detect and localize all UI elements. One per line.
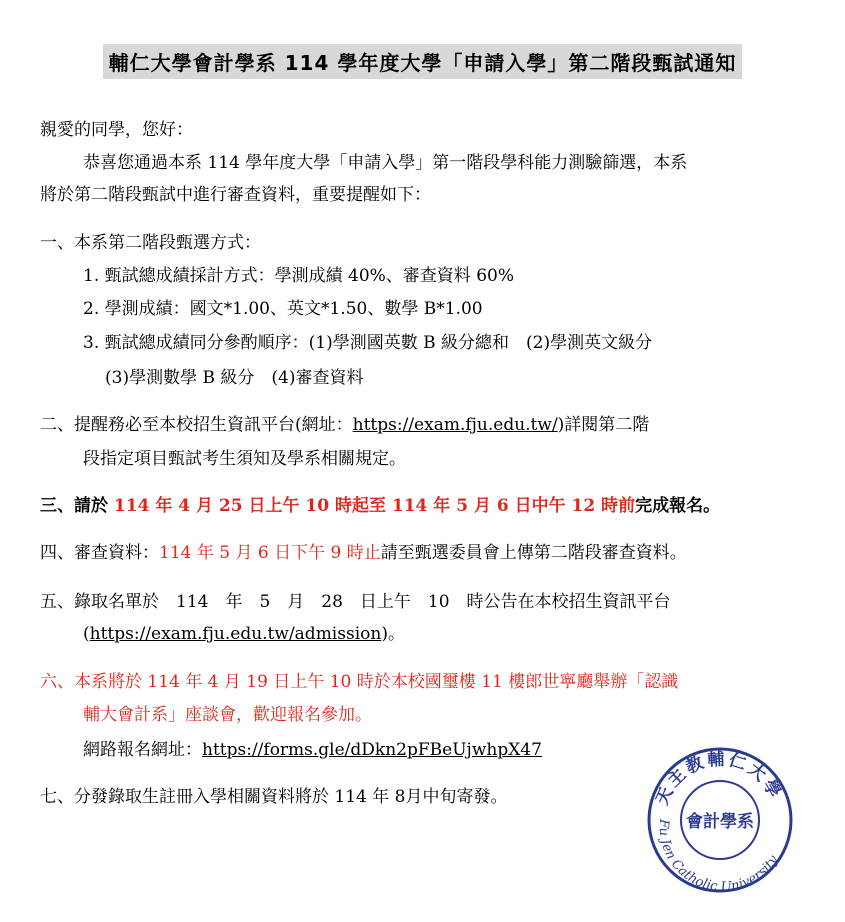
intro-line-2: 將於第二階段甄試中進行審查資料，重要提醒如下：: [40, 185, 431, 205]
section-5-open-paren: (: [83, 624, 90, 644]
signup-label: 網路報名網址：: [83, 740, 202, 760]
title-container: [0, 44, 845, 79]
seal-bottom-text: Fu Jen Catholic University: [655, 818, 782, 895]
section-4-deadline: 114 年 5 月 6 日下午 9 時止: [159, 543, 381, 563]
section-4-suffix: 請至甄選委員會上傳第二階段審查資料。: [380, 543, 687, 563]
intro-line-1: 恭喜您通過本系 114 學年度大學「申請入學」第一階段學科能力測驗篩選，本系: [83, 153, 688, 173]
section-3: [40, 494, 720, 518]
section-1-item-3-line-2: (3)學測數學 B 級分 (4)審查資料: [105, 368, 364, 388]
section-5-line-1: 五、錄取名單於 114 年 5 月 28 日上午 10 時公告在本校招生資訊平台: [40, 592, 671, 612]
section-5-line-2: [83, 622, 405, 646]
section-1-item-1: 1. 甄試總成績採計方式：學測成績 40%、審查資料 60%: [83, 266, 515, 286]
department-seal: [645, 745, 795, 895]
section-6-line-1: 六、本系將於 114 年 4 月 19 日上午 10 時於本校國璽樓 11 樓郎世寧廳舉辦「認識: [40, 672, 679, 692]
seal-center-text: 會計學系: [686, 812, 754, 832]
section-7: 七、分發錄取生註冊入學相關資料將於 114 年 8月中旬寄發。: [40, 787, 508, 807]
exam-platform-link[interactable]: https://exam.fju.edu.tw/: [352, 415, 558, 435]
section-3-deadline: 114 年 4 月 25 日上午 10 時起至 114 年 5 月 6 日中午 12 時前: [108, 496, 636, 516]
section-2-prefix: 二、提醒務必至本校招生資訊平台(網址：: [40, 415, 353, 435]
section-4: [40, 541, 687, 565]
section-4-prefix: 四、審查資料：: [40, 543, 159, 563]
section-2-line-1: [40, 413, 649, 437]
admission-link[interactable]: https://exam.fju.edu.tw/admission: [89, 624, 382, 644]
section-1-item-3-line-1: 3. 甄試總成績同分參酌順序：(1)學測國英數 B 級分總和 (2)學測英文級分: [83, 333, 653, 353]
section-2-line-2: 段指定項目甄試考生須知及學系相關規定。: [83, 449, 406, 469]
section-5-close-paren: )。: [381, 624, 405, 644]
section-6-line-2: 輔大會計系」座談會，歡迎報名參加。: [83, 705, 372, 725]
seal-graphic: [649, 749, 791, 895]
section-3-prefix: 三、請於: [40, 496, 108, 516]
section-1-item-2: 2. 學測成績：國文*1.00、英文*1.50、數學 B*1.00: [83, 299, 483, 319]
section-2-suffix: )詳閱第二階: [557, 415, 650, 435]
page-title: 輔仁大學會計學系 114 學年度大學「申請入學」第二階段甄試通知: [103, 44, 743, 79]
section-1-heading: 一、本系第二階段甄選方式：: [40, 233, 261, 253]
greeting: 親愛的同學，您好：: [40, 120, 193, 140]
signup-form-link[interactable]: https://forms.gle/dDkn2pFBeUjwhpX47: [202, 740, 542, 760]
seal-top-text: 天主教輔仁大學: [652, 749, 786, 809]
section-3-suffix: 完成報名。: [635, 496, 721, 516]
section-6-signup: [83, 738, 542, 762]
